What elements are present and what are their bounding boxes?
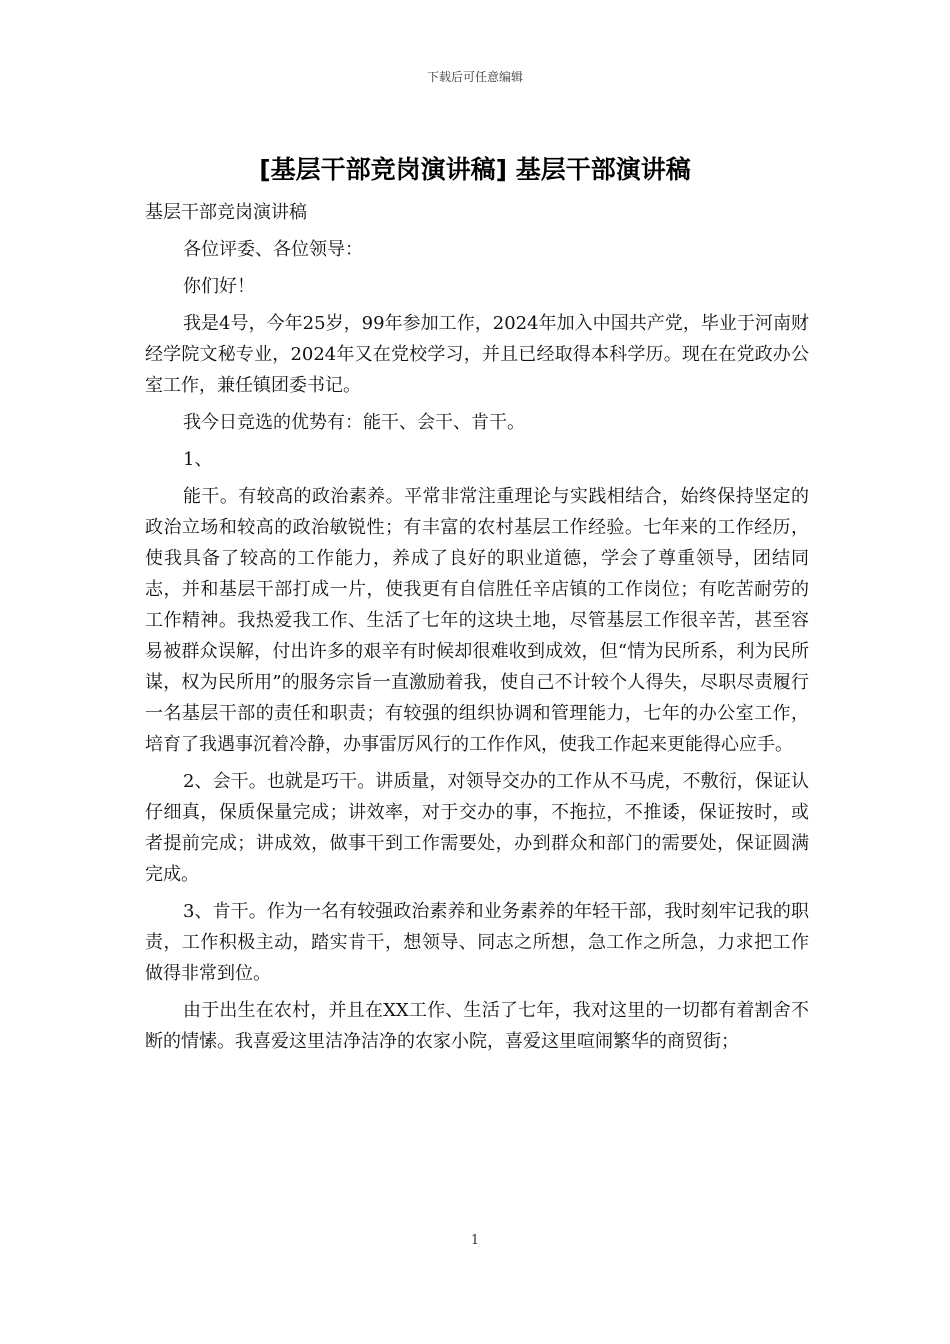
body-paragraph: 我今日竞选的优势有：能干、会干、肯干。 — [183, 412, 525, 433]
document-title: [基层干部竞岗演讲稿] 基层干部演讲稿 — [259, 155, 691, 184]
body-paragraph: 2、会干。也就是巧干。讲质量，对领导交办的工作从不马虎，不敷衍，保证认仔细真，保质保量完成；讲效率，对于交办的事，不拖拉，不推诿，保证按时，或者提前完成；讲成效，做事干到工作需要处，办到群众和部门的需要处，保证圆满完成。 — [145, 771, 809, 885]
body-paragraph: 各位评委、各位领导： — [183, 239, 363, 260]
body-paragraph: 1、 — [183, 449, 213, 470]
body-paragraph: 3、肯干。作为一名有较强政治素养和业务素养的年轻干部，我时刻牢记我的职责，工作积极主动，踏实肯干，想领导、同志之所想，急工作之所急，力求把工作做得非常到位。 — [145, 901, 809, 984]
page-header-note: 下载后可任意编辑 — [426, 70, 523, 84]
body-paragraph: 基层干部竞岗演讲稿 — [145, 202, 307, 223]
body-paragraph: 你们好！ — [183, 276, 255, 297]
page-number: 1 — [470, 1233, 480, 1248]
body-paragraph: 由于出生在农村，并且在XX工作、生活了七年，我对这里的一切都有着割舍不断的情愫。我喜爱这里洁净洁净的农家小院，喜爱这里喧闹繁华的商贸街； — [145, 1000, 809, 1052]
body-paragraph: 我是4号，今年25岁，99年参加工作，2024年加入中国共产党，毕业于河南财经学院文秘专业，2024年又在党校学习，并且已经取得本科学历。现在在党政办公室工作，兼任镇团委书记。 — [145, 313, 809, 396]
body-paragraph: 能干。有较高的政治素养。平常非常注重理论与实践相结合，始终保持坚定的政治立场和较高的政治敏锐性；有丰富的农村基层工作经验。七年来的工作经历，使我具备了较高的工作能力，养成了良好的职业道德，学会了尊重领导，团结同志，并和基层干部打成一片，使我更有自信胜任辛店镇的工作岗位；有吃苦耐劳的工作精神。我热爱我工作、生活了七年的这块土地，尽管基层工作很辛苦，甚至容易被群众误解，付出许多的艰辛有时候却很难收到成效，但“情为民所系，利为民所谋，权为民所用”的服务宗旨一直激励着我，使自己不计较个人得失，尽职尽责履行一名基层干部的责任和职责；有较强的组织协调和管理能力，七年的办公室工作，培育了我遇事沉着冷静，办事雷厉风行的工作作风，使我工作起来更能得心应手。 — [145, 486, 809, 755]
document-body — [145, 197, 809, 1063]
